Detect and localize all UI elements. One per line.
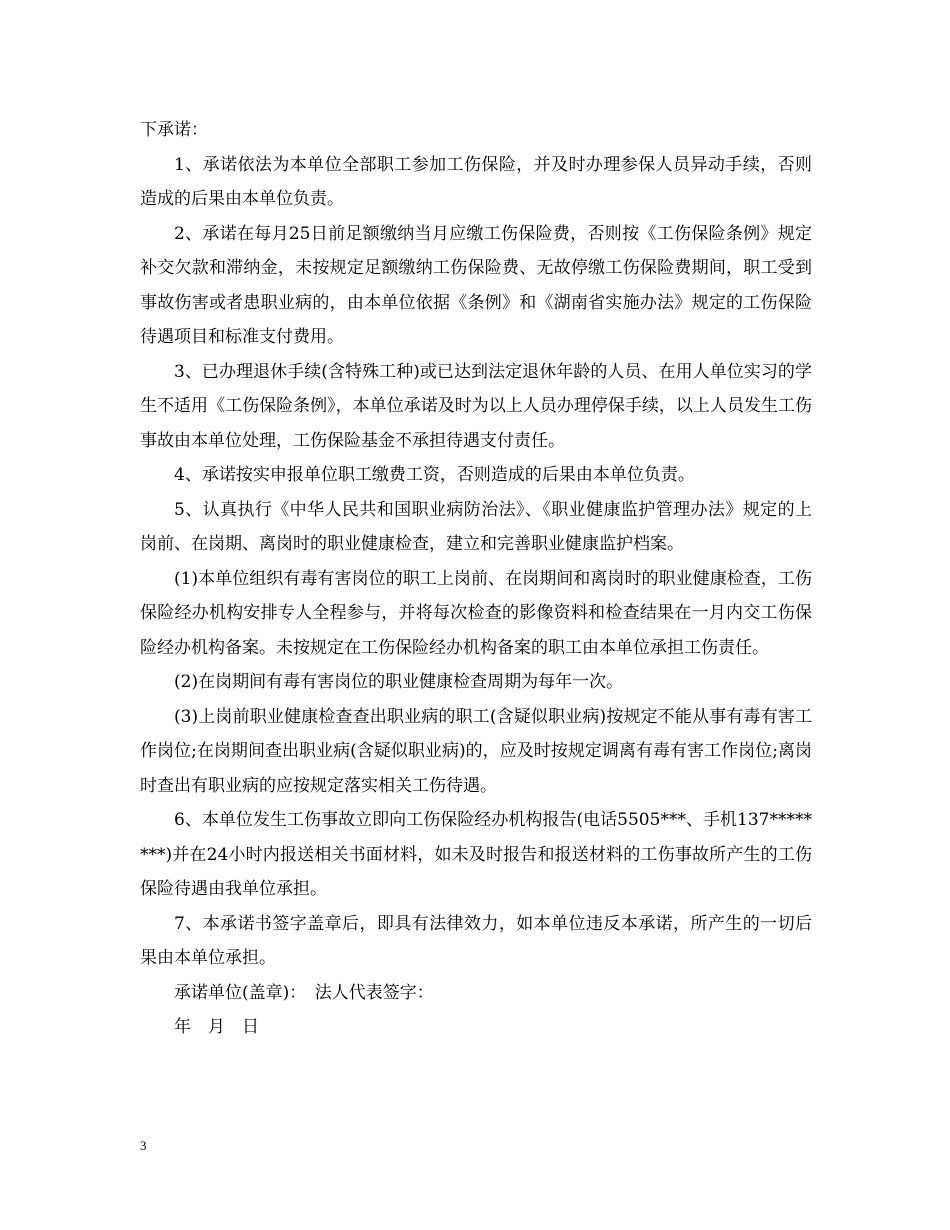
paragraph-item-4: 4、承诺按实申报单位职工缴费工资，否则造成的后果由本单位负责。 [174,465,695,485]
paragraph-item-5: 5、认真执行《中华人民共和国职业病防治法》、《职业健康监护管理办法》规定的上岗前、在岗期、离岗时的职业健康检查，建立和完善职业健康监护档案。 [140,499,812,554]
page-number: 3 [140,1138,147,1153]
paragraph-item-2: 2、承诺在每月25日前足额缴纳当月应缴工伤保险费，否则按《工伤保险条例》规定补交欠款和滞纳金，未按规定足额缴纳工伤保险费、无故停缴工伤保险费期间，职工受到事故伤害或者患职业病的，由本单位依据《条例》和《湖南省实施办法》规定的工伤保险待遇项目和标准支付费用。 [140,223,812,347]
paragraph-item-3: 3、已办理退休手续(含特殊工种)或已达到法定退休年龄的人员、在用人单位实习的学生不适用《工伤保险条例》，本单位承诺及时为以上人员办理停保手续，以上人员发生工伤事故由本单位处理，工伤保险基金不承担待遇支付责任。 [140,361,812,451]
paragraph-item-7: 7、本承诺书签字盖章后，即具有法律效力，如本单位违反本承诺，所产生的一切后果由本单位承担。 [140,913,812,968]
document-body [140,113,812,1045]
paragraph-sub-3: (3)上岗前职业健康检查查出职业病的职工(含疑似职业病)按规定不能从事有毒有害工作岗位;在岗期间查出职业病(含疑似职业病)的，应及时按规定调离有毒有害工作岗位;离岗时查出有职业病的应按规定落实相关工伤待遇。 [140,706,812,796]
paragraph-sub-1: (1)本单位组织有毒有害岗位的职工上岗前、在岗期间和离岗时的职业健康检查，工伤保险经办机构安排专人全程参与，并将每次检查的影像资料和检查结果在一月内交工伤保险经办机构备案。未按规定在工伤保险经办机构备案的职工由本单位承担工伤责任。 [140,568,812,658]
paragraph-item-1: 1、承诺依法为本单位全部职工参加工伤保险，并及时办理参保人员异动手续，否则造成的后果由本单位负责。 [140,154,812,209]
paragraph-item-6: 6、本单位发生工伤事故立即向工伤保险经办机构报告(电话5505***、手机137********)并在24小时内报送相关书面材料，如未及时报告和报送材料的工伤事故所产生的工伤保险待遇由我单位承担。 [140,810,812,899]
paragraph-intro: 下承诺： [140,120,208,140]
signature-line: 承诺单位(盖章)： 法人代表签字： [174,982,434,1003]
paragraph-sub-2: (2)在岗期间有毒有害岗位的职业健康检查周期为每年一次。 [174,672,624,692]
date-line: 年 月 日 [174,1017,259,1037]
